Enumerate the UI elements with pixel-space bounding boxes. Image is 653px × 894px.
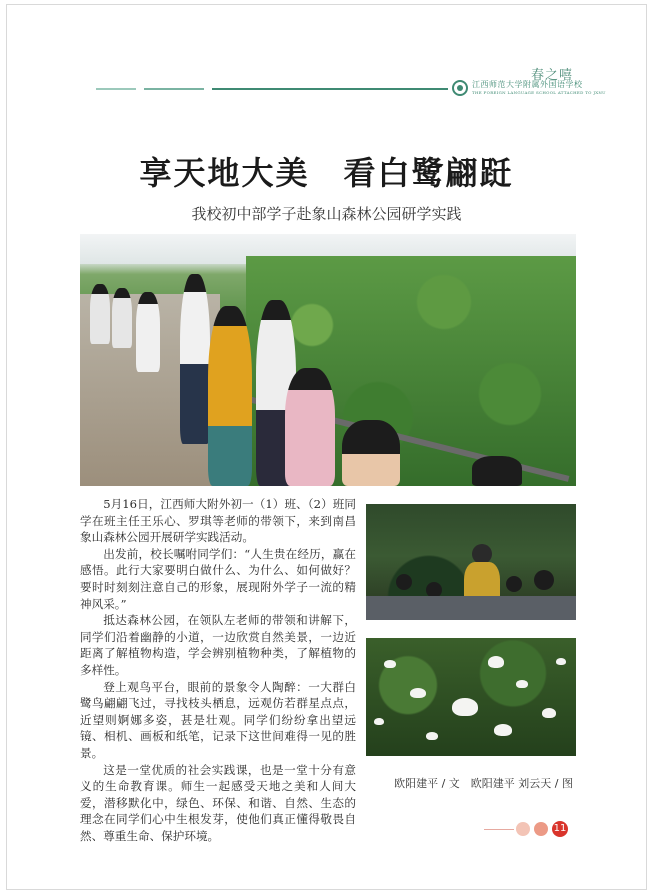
photo-egret [556, 658, 566, 665]
photo-egret [384, 660, 396, 668]
header-rule-3 [212, 88, 448, 90]
article-title: 享天地大美 看白鹭翩跹 [139, 154, 514, 192]
header-rule-2 [144, 88, 204, 90]
photo-student [472, 456, 522, 486]
photo-egret [452, 698, 478, 716]
photo-egret [542, 708, 556, 718]
article-paragraph: 出发前，校长嘱咐同学们：“人生贵在经历，赢在感悟。此行大家要明白做什么、为什么、如何做好？要时时刻刻注意自己的形象，展现附外学子一流的精神风采。” [80, 546, 356, 611]
footer-dot-icon [534, 822, 548, 836]
photo-egret [374, 718, 384, 725]
section-title: 春之嘻 [530, 68, 573, 83]
school-logo-icon [452, 80, 468, 96]
school-name-en: THE FOREIGN LANGUAGE SCHOOL ATTACHED TO JXNU [472, 90, 606, 95]
article-paragraph: 5月16日，江西师大附外初一（1）班、（2）班同学在班主任王乐心、罗琪等老师的带领下，来到南昌象山森林公园开展研学实践活动。 [80, 497, 356, 545]
photo-egret [410, 688, 426, 698]
photo-crowd [366, 596, 576, 620]
header-rule-1 [96, 88, 136, 90]
article-paragraph: 抵达森林公园，在领队左老师的带领和讲解下，同学们沿着幽静的小道，一边欣赏自然美景，一边近距离了解植物构造，学会辨别植物种类，了解植物的多样性。 [80, 613, 356, 677]
photo-student [136, 292, 160, 372]
photo-egret [426, 732, 438, 740]
photo-student [208, 306, 252, 486]
photo-student [285, 368, 335, 486]
photo-person [506, 576, 522, 592]
photo-egret [488, 656, 504, 668]
photo-egrets [366, 638, 576, 756]
footer-rule [484, 829, 514, 830]
photo-student [112, 288, 132, 348]
article-paragraph: 这是一堂优质的社会实践课，也是一堂十分有意义的生命教育课。师生一起感受天地之美和人间大爱，潜移默化中，绿色、环保、和谐、自然、生态的理念在同学们心中生根发芽，使他们真正懂得敬畏自然、尊重生命、保护环境。 [80, 762, 356, 843]
photo-student [342, 420, 400, 486]
school-name: 江西师范大学附属外国语学校 [472, 80, 583, 89]
article-subtitle: 我校初中部学子赴象山森林公园研学实践 [191, 205, 462, 223]
photo-person [472, 544, 492, 564]
photo-person [534, 570, 554, 590]
photo-student [180, 274, 210, 444]
photo-credit: 欧阳建平 / 文 欧阳建平 刘云天 / 图 [394, 777, 573, 790]
main-photo [80, 234, 576, 486]
photo-teacher-explaining [366, 504, 576, 620]
footer-dot-icon [516, 822, 530, 836]
article-body [80, 496, 356, 844]
photo-egret [494, 724, 512, 736]
photo-egret [516, 680, 528, 688]
photo-student [90, 284, 110, 344]
article-paragraph: 登上观鸟平台，眼前的景象令人陶醉：一大群白鹭鸟翩翩飞过，寻找枝头栖息，远观仿若群星点点，近望则婀娜多姿，甚是壮观。同学们纷纷拿出望远镜、相机、画板和纸笔，记录下这世间难得一见的胜景。 [80, 679, 356, 760]
photo-person [396, 574, 412, 590]
page-number: 11 [552, 821, 568, 837]
